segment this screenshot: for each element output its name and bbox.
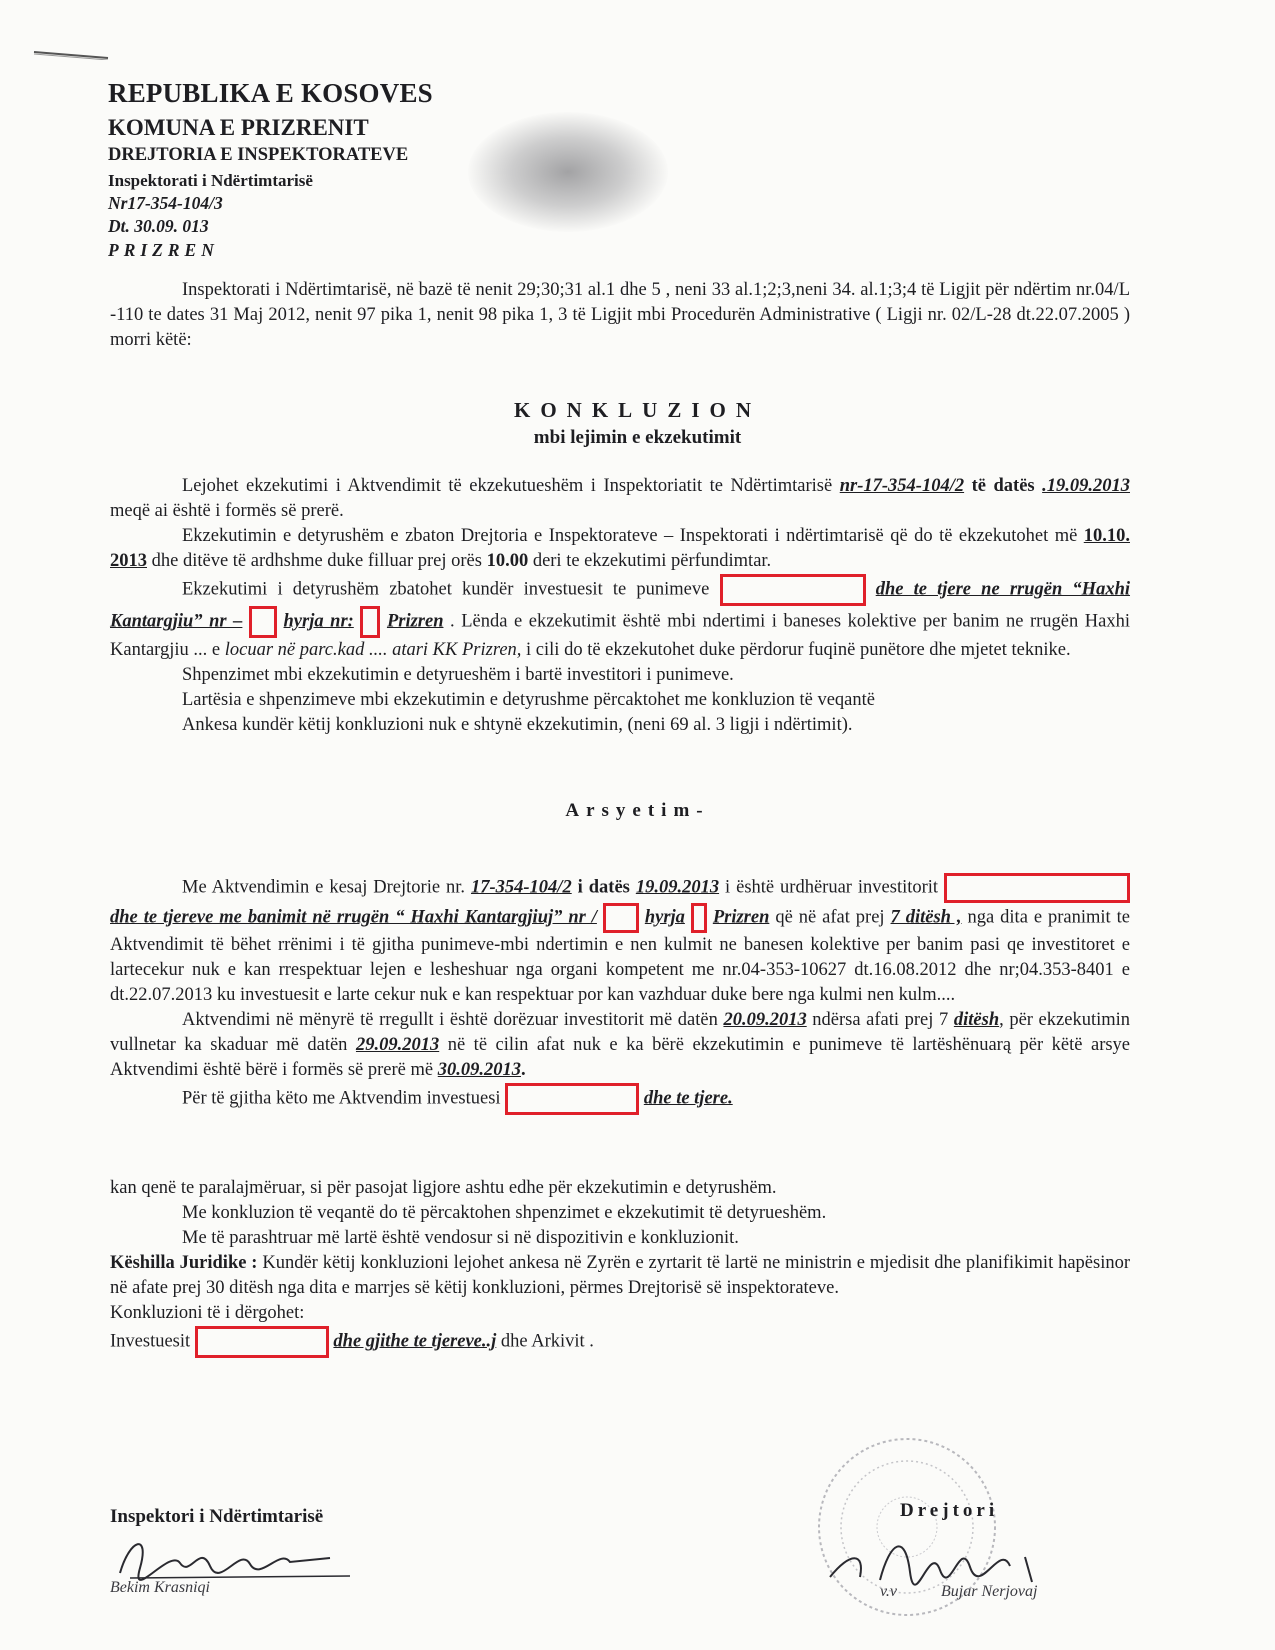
director-name: Bujar Nerjovaj <box>941 1583 1038 1600</box>
distribution-others: dhe gjithe te tjereve..j <box>333 1331 497 1352</box>
p1-decision-date: .19.09.2013 <box>1042 476 1130 496</box>
director-prefix: v.v <box>880 1583 898 1600</box>
p2-text-a: Ekzekutimin e detyrushëm e zbaton Drejtoria e Inspektorateve – Inspektorati i ndërtimtarisë që do të ekzekutohet më <box>182 526 1078 546</box>
r1-text-e: nga dita e pranimit te Aktvendimit të bëhet rrënimi i të gjitha punimeve-mbi ndertimin e nen kulmit ne banesen kolektive per banim pasi qe investitoret e lartecekur nuk e kan rrespektuar lejen e lesheshuar nga organi kompetent me nr.04-353-10627 dt.16.08.2012 dhe nr;04.353-8401 e dt.22.07.2013 ku investuesit e larte cekur nuk e kan respektuar por kan vazhduar duke bere nga kulmi nen kulm.... <box>110 907 1131 1005</box>
paragraph-5: Lartësia e shpenzimeve mbi ekzekutimin e detyrushme përcaktohet me konkluzion të veqantë <box>182 690 875 710</box>
r2-final-date: 30.09.2013 <box>437 1060 521 1080</box>
legal-advice <box>110 1251 1130 1301</box>
redaction-box <box>944 873 1130 903</box>
legal-advice-text: Kundër këtij konkluzioni lejohet ankesa në Zyrën e zyrtarit të lartë ne ministrin e mjedisit dhe planifikimit hapësinor në afate prej 30 ditësh nga dita e marrjes së këtij konkluzioni, përmes Drejtorisë së inspektorateve. <box>110 1253 1131 1298</box>
municipality-name: KOMUNA E PRIZRENIT <box>108 115 369 140</box>
reasoning-paragraph-2 <box>110 1008 1130 1083</box>
paragraph-6: Ankesa kundër këtij konkluzioni nuk e shtynë ekzekutimin, (neni 69 al. 3 ligji i ndërtimit). <box>182 715 853 735</box>
distribution-heading: Konkluzioni të i dërgohet: <box>110 1303 305 1323</box>
r1-text-c: i është urdhëruar investitorit <box>725 877 939 898</box>
reasoning-body <box>110 873 1130 1115</box>
inspector-name: Bekim Krasniqi <box>110 1579 210 1596</box>
paragraph-3 <box>110 574 1130 663</box>
redaction-box <box>360 606 380 638</box>
p3-entrance: hyrja nr: <box>283 611 354 632</box>
intro-text: Inspektorati i Ndërtimtarisë, në bazë të nenit 29;30;31 al.1 dhe 5 , neni 33 al.1;2;3,neni 34. al.1;3;4 të Ligjit për ndërtim nr.04/L -110 te dates 31 Maj 2012, nenit 97 pika 1, nenit 98 pika 1, 3 të Ligjit mbi Procedurën Administrative ( Ligji nr. 02/L-28 dt.22.07.2005 ) morri këtë: <box>110 280 1130 350</box>
p2-text-c: deri te ekzekutimi përfundimtar. <box>532 551 772 571</box>
r1-text-a: Me Aktvendimin e kesaj Drejtorie nr. <box>182 877 466 898</box>
r1-address: dhe te tjereve me banimit në rrugën “ Haxhi Kantargjiuj” nr / <box>110 907 597 928</box>
r3-text-a: Për të gjitha këto me Aktvendim investuesi <box>182 1088 501 1109</box>
closing-paragraph-2: Me konkluzion të veqantë do të përcaktohen shpenzimet e ekzekutimit të detyrueshëm. <box>182 1203 827 1223</box>
redaction-box <box>249 606 277 638</box>
letterhead <box>108 80 433 259</box>
director-signature <box>810 1522 1070 1592</box>
legal-advice-label: Këshilla Juridike : <box>110 1253 258 1273</box>
p2-start-hour: 10.00 <box>486 551 529 571</box>
distribution-archive: dhe Arkivit . <box>500 1331 594 1352</box>
inspector-signature-block <box>110 1506 370 1597</box>
conclusion-body <box>110 474 1130 738</box>
r2-expiry-date: 29.09.2013 <box>355 1035 440 1055</box>
p3-address: dhe te tjere ne rrugën “Haxhi Kantargjiu” nr – <box>110 579 1131 632</box>
inspector-title: Inspektori i Ndërtimtarisë <box>110 1506 324 1527</box>
p3-location: locuar në parc.kad .... atari KK Prizren, <box>224 640 522 660</box>
ink-smudge <box>468 112 668 232</box>
r2-text-b: ndërsa afati prej 7 <box>812 1010 949 1030</box>
reasoning-heading <box>0 800 1275 822</box>
intro-paragraph <box>110 278 1130 353</box>
reasoning-paragraph-3 <box>110 1083 1130 1115</box>
paragraph-4: Shpenzimet mbi ekzekutimin e detyrueshëm i bartë investitori i punimeve. <box>182 665 734 685</box>
conclusion-title <box>0 398 1275 449</box>
r1-decision-number: 17-354-104/2 <box>470 877 572 898</box>
closing-paragraph-1: kan qenë te paralajmëruar, si për pasojat ligjore ashtu edhe për ekzekutimin e detyrushëm. <box>110 1178 777 1198</box>
redaction-box <box>720 574 866 606</box>
p3-city: Prizren <box>386 611 444 632</box>
director-signature-block <box>880 1500 1070 1601</box>
r2-text-e: . <box>521 1060 526 1080</box>
r1-decision-date: 19.09.2013 <box>635 877 720 898</box>
p2-execution-date: 10.10. 2013 <box>110 526 1130 571</box>
redaction-box <box>691 903 707 933</box>
redaction-box <box>603 903 639 933</box>
r2-deadline-days: ditësh <box>953 1010 1000 1030</box>
r3-others: dhe te tjere. <box>643 1088 733 1109</box>
reasoning-paragraph-1 <box>110 873 1130 1008</box>
paragraph-2 <box>110 524 1130 574</box>
distribution-investor: Investuesit <box>110 1331 191 1352</box>
paragraph-1 <box>110 474 1130 524</box>
redaction-box <box>505 1083 639 1115</box>
r2-text-c: , për ekzekutimin vullnetar ka skaduar më datën <box>110 1010 1131 1055</box>
r2-text-d: në të cilin afat nuk e ka bërë ekzekutimin e punimeve të lartëshënuarą për këtë arsye Aktvendimi është bërë i formës së prerë më <box>110 1035 1131 1080</box>
p1-text-a: Lejohet ekzekutimi i Aktvendimit të ekzekutueshëm i Inspektoriatit te Ndërtimtarisë <box>182 476 833 496</box>
p1-text-b: të datës <box>971 476 1035 496</box>
r2-text-a: Aktvendimi në mënyrë të rregullt i është dorëzuar investitorit më datën <box>182 1010 718 1030</box>
republic-name: REPUBLIKA E KOSOVES <box>108 78 433 108</box>
p1-text-c: meqë ai është i formës së prerë. <box>110 501 344 521</box>
title-main: KONKLUZION <box>513 398 762 422</box>
scan-corner-mark <box>32 50 110 60</box>
r1-entrance: hyrja <box>644 907 685 928</box>
p1-decision-number: nr-17-354-104/2 <box>839 476 965 496</box>
r1-deadline: 7 ditësh , <box>890 907 962 928</box>
distribution-list <box>110 1326 1130 1358</box>
document-date: Dt. 30.09. 013 <box>108 216 209 236</box>
director-title: Drejtori <box>900 1500 999 1521</box>
r1-city: Prizren <box>712 907 770 928</box>
r1-text-b: i datës <box>577 877 630 898</box>
r1-text-d: që në afat prej <box>775 907 885 928</box>
r2-delivery-date: 20.09.2013 <box>723 1010 807 1030</box>
p3-text-c: i cili do të ekzekutohet duke përdorur fuqinë punëtore dhe mjetet teknike. <box>526 640 1071 660</box>
inspectorate-name: Inspektorati i Ndërtimtarisë <box>108 170 313 190</box>
document-number: Nr17-354-104/3 <box>108 192 223 213</box>
closing-paragraph-3: Me të parashtruar më lartë është vendosur si në dispozitivin e konkluzionit. <box>182 1228 739 1248</box>
p3-text-a: Ekzekutimi i detyrushëm zbatohet kundër investuesit te punimeve <box>182 579 710 600</box>
title-sub: mbi lejimin e ekzekutimit <box>533 427 742 448</box>
directorate-name: DREJTORIA E INSPEKTORATEVE <box>108 145 409 165</box>
reasoning-title: Arsyetim- <box>565 800 710 821</box>
redaction-box <box>195 1326 329 1358</box>
document-city: PRIZREN <box>108 239 219 260</box>
closing-body <box>110 1176 1130 1358</box>
p2-text-b: dhe ditëve të ardhshme duke filluar prej orës <box>151 551 482 571</box>
p3-text-b: . Lënda e ekzekutimit është mbi ndertimi i baneses kolektive per banim ne rrugën Haxhi Kantargjiu ... e <box>110 611 1131 660</box>
